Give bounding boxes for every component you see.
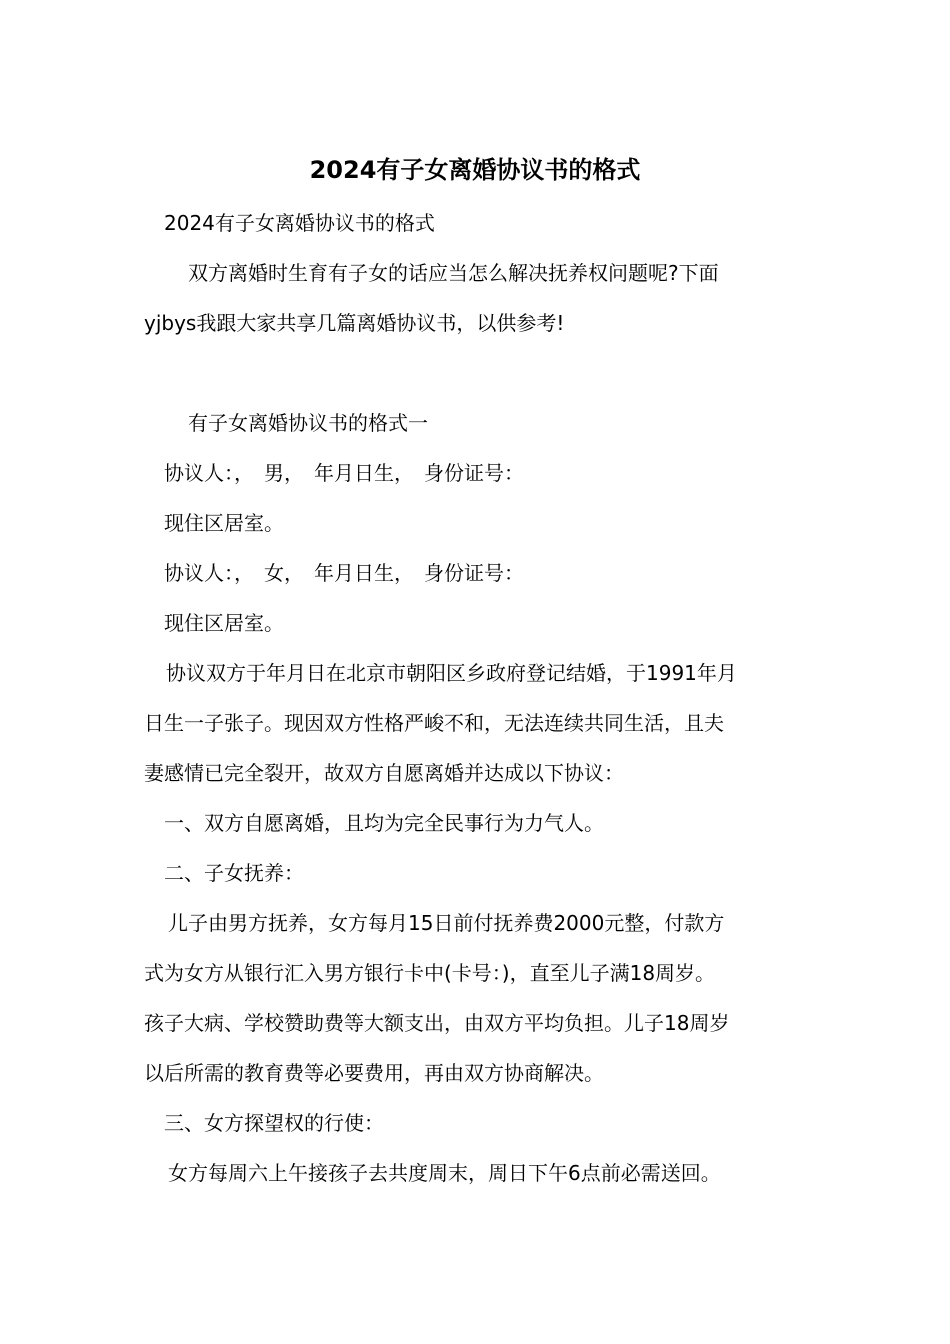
document-title: 2024有子女离婚协议书的格式	[309, 156, 641, 184]
party-male-line: 协议人：， 男， 年月日生， 身份证号：	[164, 461, 524, 485]
paragraph-line: 妻感情已完全裂开，故双方自愿离婚并达成以下协议：	[144, 761, 624, 785]
paragraph-line: 女方每周六上午接孩子去共度周末，周日下午6点前必需送回。	[168, 1161, 721, 1185]
paragraph-line: 式为女方从银行汇入男方银行卡中(卡号：)，直至儿子满18周岁。	[144, 961, 716, 985]
party-male-address: 现住区居室。	[164, 511, 284, 535]
paragraph-line: 以后所需的教育费等必要费用，再由双方协商解决。	[144, 1061, 604, 1085]
clause-2-heading: 二、子女抚养：	[164, 861, 304, 885]
clause-1: 一、双方自愿离婚，且均为完全民事行为力气人。	[164, 811, 604, 835]
intro-line-1: 双方离婚时生育有子女的话应当怎么解决抚养权问题呢?下面	[188, 261, 719, 285]
paragraph-line: 孩子大病、学校赞助费等大额支出，由双方平均负担。儿子18周岁	[144, 1011, 730, 1035]
paragraph-line: 日生一子张子。现因双方性格严峻不和，无法连续共同生活，且夫	[144, 711, 724, 735]
intro-line-2: yjbys我跟大家共享几篇离婚协议书，以供参考!	[144, 311, 565, 335]
paragraph-line: 协议双方于年月日在北京市朝阳区乡政府登记结婚，于1991年月	[166, 661, 737, 685]
section-heading: 有子女离婚协议书的格式一	[188, 411, 428, 435]
party-female-address: 现住区居室。	[164, 611, 284, 635]
subtitle-line: 2024有子女离婚协议书的格式	[164, 211, 435, 235]
paragraph-line: 儿子由男方抚养，女方每月15日前付抚养费2000元整，付款方	[168, 911, 725, 935]
clause-3-heading: 三、女方探望权的行使：	[164, 1111, 384, 1135]
party-female-line: 协议人：， 女， 年月日生， 身份证号：	[164, 561, 524, 585]
